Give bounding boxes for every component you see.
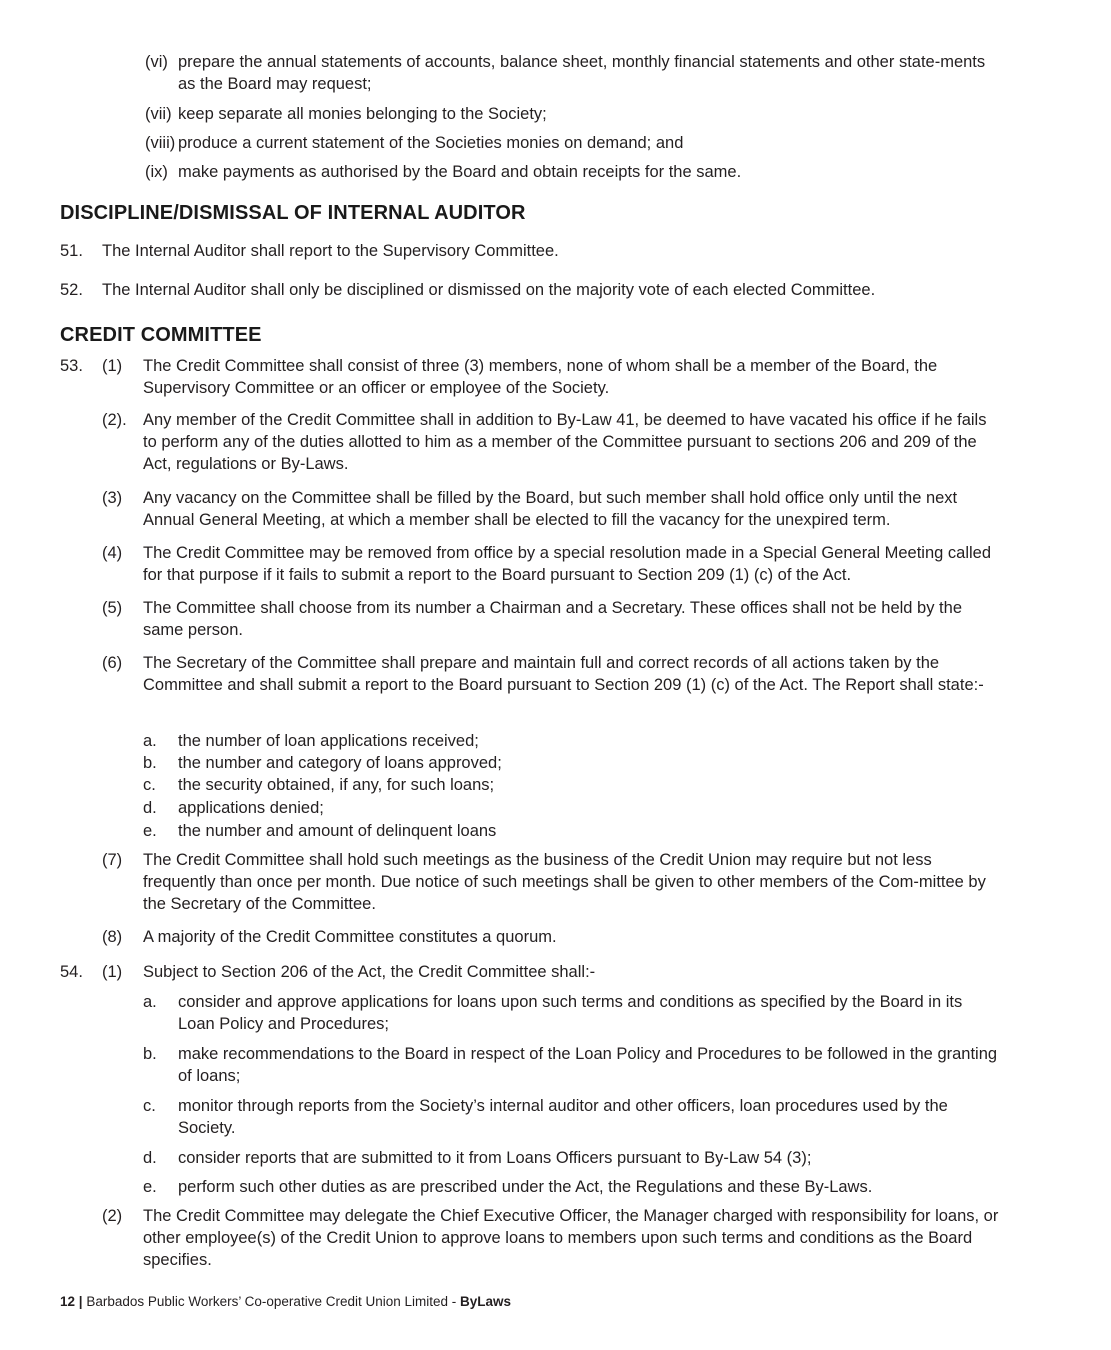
- subsection-label: (4): [102, 544, 123, 562]
- subsection-label: (6): [102, 654, 123, 672]
- page-number: 12: [60, 1294, 76, 1309]
- list-letter: c.: [143, 1097, 156, 1115]
- subsection-text: The Credit Committee may delegate the Chief Executive Officer, the Manager charged with responsibility for loans, or other employee(s) of the Credit Union to approve loans to members upon such terms and conditions as the Board specifies.: [143, 1207, 999, 1269]
- bylaw-text: The Internal Auditor shall report to the Supervisory Committee.: [102, 242, 559, 260]
- subsection-text: A majority of the Credit Committee constitutes a quorum.: [143, 928, 557, 946]
- subsection-text: Any vacancy on the Committee shall be filled by the Board, but such member shall hold office only until the next Annual General Meeting, at which a member shall be elected to fill the vacancy for the unexpired term.: [143, 489, 958, 529]
- publisher-name: Barbados Public Workers’ Co-operative Credit Union Limited -: [86, 1294, 457, 1309]
- document-name: ByLaws: [460, 1294, 512, 1309]
- item-text: make payments as authorised by the Board and obtain receipts for the same.: [178, 163, 742, 181]
- bylaw-number: 51.: [60, 242, 83, 260]
- list-letter: a.: [143, 732, 157, 750]
- list-item: the number of loan applications received;: [178, 732, 479, 750]
- section-heading-discipline: DISCIPLINE/DISMISSAL OF INTERNAL AUDITOR: [60, 202, 526, 224]
- subsection-label: (1): [102, 357, 123, 375]
- list-item: the security obtained, if any, for such loans;: [178, 776, 495, 794]
- list-item: monitor through reports from the Society’s internal auditor and other officers, loan procedures used by the Society.: [178, 1097, 948, 1137]
- list-letter: a.: [143, 993, 157, 1011]
- section-heading-credit-committee: CREDIT COMMITTEE: [60, 324, 262, 346]
- item-label: (vii): [145, 105, 172, 123]
- page-footer: [60, 1293, 511, 1311]
- subsection-text: Subject to Section 206 of the Act, the Credit Committee shall:-: [143, 963, 596, 981]
- footer-separator: |: [78, 1294, 83, 1309]
- bylaw-number: 54.: [60, 963, 83, 981]
- subsection-label: (5): [102, 599, 123, 617]
- subsection-text: The Committee shall choose from its number a Chairman and a Secretary. These offices shall not be held by the same person.: [143, 599, 962, 639]
- item-text: keep separate all monies belonging to the Society;: [178, 105, 547, 123]
- list-item: perform such other duties as are prescribed under the Act, the Regulations and these By-Laws.: [178, 1178, 873, 1196]
- list-item: the number and category of loans approved;: [178, 754, 502, 772]
- subsection-text: The Credit Committee may be removed from office by a special resolution made in a Special General Meeting called for that purpose if it fails to submit a report to the Board pursuant to Section 209 (1) (c) of the Act.: [143, 544, 992, 584]
- list-item: consider reports that are submitted to it from Loans Officers pursuant to By-Law 54 (3);: [178, 1149, 812, 1167]
- list-item: consider and approve applications for loans upon such terms and conditions as specified by the Board in its Loan Policy and Procedures;: [178, 993, 963, 1033]
- list-item: make recommendations to the Board in respect of the Loan Policy and Procedures to be followed in the granting of loans;: [178, 1045, 998, 1085]
- subsection-label: (1): [102, 963, 123, 981]
- item-text: prepare the annual statements of accounts, balance sheet, monthly financial statements and other state-ments as the Board may request;: [178, 53, 986, 93]
- item-label: (ix): [145, 163, 168, 181]
- subsection-label: (2): [102, 1207, 123, 1225]
- item-label: (viii): [145, 134, 176, 152]
- subsection-text: The Secretary of the Committee shall prepare and maintain full and correct records of all actions taken by the Committee and shall submit a report to the Board pursuant to Section 209 (1) (c) of the Act. The Report shall state:-: [143, 654, 984, 694]
- list-letter: d.: [143, 1149, 157, 1167]
- subsection-label: (8): [102, 928, 123, 946]
- item-text: produce a current statement of the Societies monies on demand; and: [178, 134, 684, 152]
- item-label: (vi): [145, 53, 168, 71]
- list-item: the number and amount of delinquent loans: [178, 822, 497, 840]
- subsection-text: The Credit Committee shall hold such meetings as the business of the Credit Union may require but not less frequently than once per month. Due notice of such meetings shall be given to other members of the Com-mittee by the Secretary of the Committee.: [143, 851, 986, 913]
- subsection-text: Any member of the Credit Committee shall in addition to By-Law 41, be deemed to have vacated his office if he fails to perform any of the duties allotted to him as a member of the Committee pursuant to sections 206 and 209 of the Act, regulations or By-Laws.: [143, 411, 987, 473]
- subsection-text: The Credit Committee shall consist of three (3) members, none of whom shall be a member of the Board, the Supervisory Committee or an officer or employee of the Society.: [143, 357, 938, 397]
- bylaw-text: The Internal Auditor shall only be disciplined or dismissed on the majority vote of each elected Committee.: [102, 281, 876, 299]
- list-letter: b.: [143, 754, 157, 772]
- list-letter: e.: [143, 1178, 157, 1196]
- list-letter: b.: [143, 1045, 157, 1063]
- bylaw-number: 53.: [60, 357, 83, 375]
- subsection-label: (2).: [102, 411, 127, 429]
- subsection-label: (3): [102, 489, 123, 507]
- subsection-label: (7): [102, 851, 123, 869]
- list-letter: e.: [143, 822, 157, 840]
- list-letter: d.: [143, 799, 157, 817]
- list-letter: c.: [143, 776, 156, 794]
- bylaw-number: 52.: [60, 281, 83, 299]
- list-item: applications denied;: [178, 799, 324, 817]
